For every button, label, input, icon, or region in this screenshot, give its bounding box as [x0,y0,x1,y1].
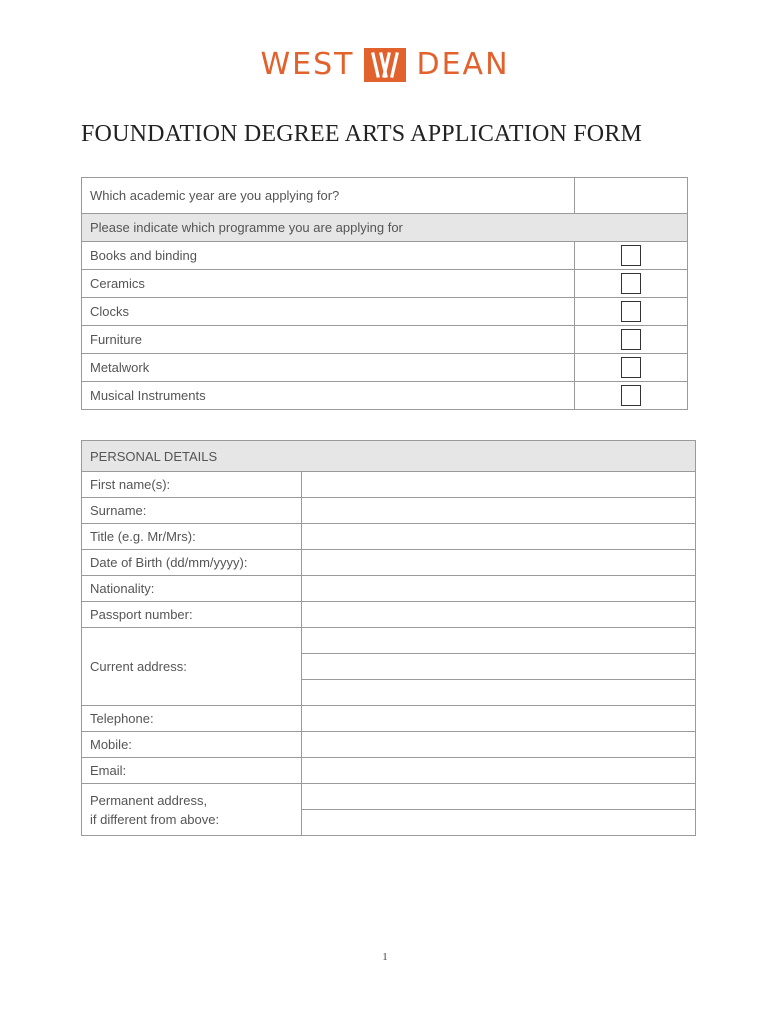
ceramics-checkbox[interactable] [621,273,641,294]
programme-row [82,382,688,410]
current-address-field-1[interactable] [302,628,696,654]
permanent-address-field-2[interactable] [302,810,696,836]
programme-label: Furniture [82,326,575,354]
year-question-label: Which academic year are you applying for? [82,178,575,214]
logo-word-dean: DEAN [416,47,510,82]
programme-label: Metalwork [82,354,575,382]
title-field[interactable] [302,524,696,550]
email-field[interactable] [302,758,696,784]
page-title: FOUNDATION DEGREE ARTS APPLICATION FORM [81,121,643,147]
passport-field[interactable] [302,602,696,628]
personal-details-table [81,440,696,836]
current-address-field-2[interactable] [302,654,696,680]
musical-instruments-checkbox[interactable] [621,385,641,406]
nationality-label: Nationality: [82,576,302,602]
logo-mark-icon [364,48,406,82]
programme-row [82,354,688,382]
books-binding-checkbox[interactable] [621,245,641,266]
programme-row [82,298,688,326]
programme-row [82,326,688,354]
permanent-address-label-line1: Permanent address, [90,792,208,808]
programme-table [81,177,688,410]
furniture-checkbox[interactable] [621,329,641,350]
programme-prompt: Please indicate which programme you are applying for [82,214,688,242]
mobile-field[interactable] [302,732,696,758]
current-address-label: Current address: [82,628,302,706]
logo-word-west: WEST [260,47,355,82]
email-label: Email: [82,758,302,784]
programme-label: Clocks [82,298,575,326]
surname-field[interactable] [302,498,696,524]
programme-row [82,270,688,298]
clocks-checkbox[interactable] [621,301,641,322]
mobile-label: Mobile: [82,732,302,758]
surname-label: Surname: [82,498,302,524]
personal-details-header: PERSONAL DETAILS [82,441,696,472]
programme-label: Books and binding [82,242,575,270]
telephone-label: Telephone: [82,706,302,732]
first-name-label: First name(s): [82,472,302,498]
west-dean-logo [0,46,770,84]
nationality-field[interactable] [302,576,696,602]
programme-label: Musical Instruments [82,382,575,410]
title-label: Title (e.g. Mr/Mrs): [82,524,302,550]
telephone-field[interactable] [302,706,696,732]
passport-label: Passport number: [82,602,302,628]
current-address-field-3[interactable] [302,680,696,706]
permanent-address-label-line2: if different from above: [90,811,220,827]
dob-field[interactable] [302,550,696,576]
first-name-field[interactable] [302,472,696,498]
metalwork-checkbox[interactable] [621,357,641,378]
dob-label: Date of Birth (dd/mm/yyyy): [82,550,302,576]
programme-row [82,242,688,270]
page-number: 1 [382,951,388,963]
permanent-address-field-1[interactable] [302,784,696,810]
permanent-address-label [82,784,302,836]
year-answer-field[interactable] [575,178,688,214]
programme-label: Ceramics [82,270,575,298]
